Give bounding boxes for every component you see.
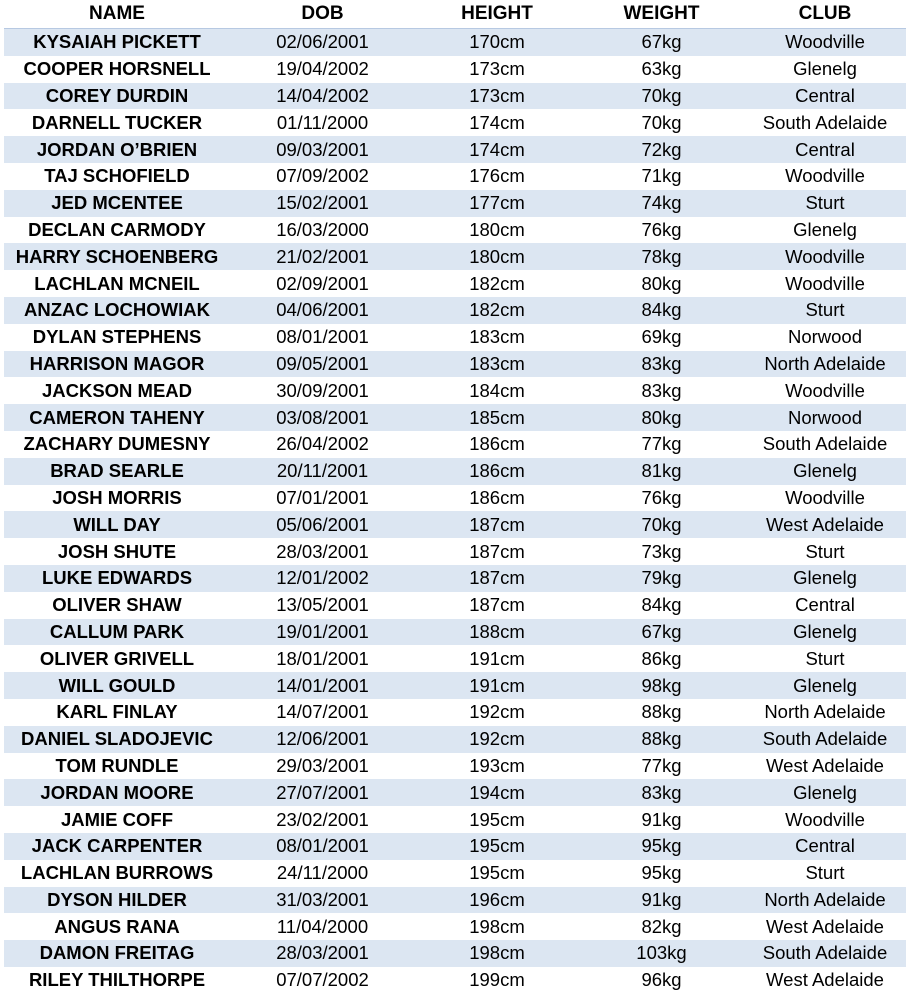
cell-height: 182cm [415, 270, 579, 297]
table-row [4, 270, 906, 297]
cell-name: JACK CARPENTER [4, 833, 230, 860]
table-row [4, 645, 906, 672]
cell-club: Central [744, 833, 906, 860]
cell-name: JOSH MORRIS [4, 485, 230, 512]
cell-dob: 19/04/2002 [230, 56, 415, 83]
cell-weight: 103kg [579, 940, 744, 967]
cell-dob: 28/03/2001 [230, 940, 415, 967]
cell-club: Central [744, 592, 906, 619]
cell-dob: 21/02/2001 [230, 243, 415, 270]
cell-club: Woodville [744, 806, 906, 833]
cell-club: Norwood [744, 324, 906, 351]
cell-weight: 72kg [579, 136, 744, 163]
table-row [4, 458, 906, 485]
cell-weight: 98kg [579, 672, 744, 699]
cell-club: Glenelg [744, 619, 906, 646]
cell-weight: 91kg [579, 806, 744, 833]
cell-height: 182cm [415, 297, 579, 324]
cell-height: 195cm [415, 833, 579, 860]
table-row [4, 163, 906, 190]
cell-name: WILL DAY [4, 511, 230, 538]
cell-club: Norwood [744, 404, 906, 431]
cell-weight: 74kg [579, 190, 744, 217]
table-row [4, 136, 906, 163]
table-row [4, 351, 906, 378]
table-row [4, 243, 906, 270]
cell-club: South Adelaide [744, 431, 906, 458]
table-row [4, 217, 906, 244]
cell-dob: 07/01/2001 [230, 485, 415, 512]
cell-dob: 14/01/2001 [230, 672, 415, 699]
table-row [4, 699, 906, 726]
cell-dob: 08/01/2001 [230, 833, 415, 860]
cell-weight: 88kg [579, 699, 744, 726]
cell-weight: 79kg [579, 565, 744, 592]
cell-name: COOPER HORSNELL [4, 56, 230, 83]
table-row [4, 592, 906, 619]
cell-dob: 08/01/2001 [230, 324, 415, 351]
cell-club: Glenelg [744, 565, 906, 592]
cell-name: COREY DURDIN [4, 83, 230, 110]
table-row [4, 297, 906, 324]
cell-club: Glenelg [744, 672, 906, 699]
cell-weight: 83kg [579, 779, 744, 806]
cell-height: 183cm [415, 351, 579, 378]
table-row [4, 404, 906, 431]
cell-name: RILEY THILTHORPE [4, 967, 230, 994]
cell-club: West Adelaide [744, 913, 906, 940]
cell-weight: 80kg [579, 404, 744, 431]
table-row [4, 726, 906, 753]
table-row [4, 967, 906, 994]
cell-height: 176cm [415, 163, 579, 190]
cell-weight: 84kg [579, 592, 744, 619]
cell-height: 191cm [415, 672, 579, 699]
cell-name: WILL GOULD [4, 672, 230, 699]
cell-weight: 77kg [579, 431, 744, 458]
cell-weight: 81kg [579, 458, 744, 485]
table-body [4, 29, 906, 994]
header-weight: WEIGHT [579, 0, 744, 29]
cell-height: 184cm [415, 377, 579, 404]
table-row [4, 833, 906, 860]
cell-height: 194cm [415, 779, 579, 806]
cell-club: West Adelaide [744, 967, 906, 994]
table-row [4, 56, 906, 83]
cell-weight: 91kg [579, 887, 744, 914]
cell-weight: 70kg [579, 511, 744, 538]
cell-dob: 29/03/2001 [230, 753, 415, 780]
cell-weight: 95kg [579, 860, 744, 887]
table-row [4, 860, 906, 887]
cell-dob: 18/01/2001 [230, 645, 415, 672]
cell-dob: 30/09/2001 [230, 377, 415, 404]
cell-height: 195cm [415, 806, 579, 833]
cell-dob: 27/07/2001 [230, 779, 415, 806]
cell-name: DECLAN CARMODY [4, 217, 230, 244]
cell-name: CALLUM PARK [4, 619, 230, 646]
cell-club: Sturt [744, 190, 906, 217]
cell-dob: 01/11/2000 [230, 109, 415, 136]
cell-weight: 76kg [579, 217, 744, 244]
cell-dob: 31/03/2001 [230, 887, 415, 914]
cell-name: JAMIE COFF [4, 806, 230, 833]
cell-name: DARNELL TUCKER [4, 109, 230, 136]
table-row [4, 29, 906, 56]
cell-height: 185cm [415, 404, 579, 431]
table-row [4, 511, 906, 538]
cell-height: 199cm [415, 967, 579, 994]
cell-height: 170cm [415, 29, 579, 56]
cell-height: 180cm [415, 243, 579, 270]
cell-height: 187cm [415, 511, 579, 538]
player-roster-table [4, 0, 906, 994]
cell-dob: 13/05/2001 [230, 592, 415, 619]
cell-height: 187cm [415, 565, 579, 592]
cell-club: South Adelaide [744, 109, 906, 136]
table-row [4, 806, 906, 833]
header-dob: DOB [230, 0, 415, 29]
table-row [4, 672, 906, 699]
table-row [4, 913, 906, 940]
cell-weight: 83kg [579, 351, 744, 378]
cell-weight: 88kg [579, 726, 744, 753]
cell-club: Woodville [744, 485, 906, 512]
cell-height: 174cm [415, 136, 579, 163]
cell-name: JOSH SHUTE [4, 538, 230, 565]
cell-height: 177cm [415, 190, 579, 217]
cell-height: 186cm [415, 485, 579, 512]
cell-dob: 04/06/2001 [230, 297, 415, 324]
table-row [4, 940, 906, 967]
cell-height: 192cm [415, 726, 579, 753]
cell-dob: 02/06/2001 [230, 29, 415, 56]
cell-club: Sturt [744, 860, 906, 887]
cell-weight: 78kg [579, 243, 744, 270]
cell-name: JORDAN O’BRIEN [4, 136, 230, 163]
cell-dob: 07/07/2002 [230, 967, 415, 994]
cell-weight: 69kg [579, 324, 744, 351]
table-row [4, 83, 906, 110]
cell-club: Woodville [744, 243, 906, 270]
cell-weight: 82kg [579, 913, 744, 940]
table-row [4, 887, 906, 914]
cell-weight: 70kg [579, 109, 744, 136]
cell-weight: 70kg [579, 83, 744, 110]
cell-club: Woodville [744, 163, 906, 190]
cell-height: 186cm [415, 431, 579, 458]
cell-dob: 11/04/2000 [230, 913, 415, 940]
cell-height: 187cm [415, 538, 579, 565]
cell-club: North Adelaide [744, 887, 906, 914]
cell-height: 198cm [415, 913, 579, 940]
cell-dob: 07/09/2002 [230, 163, 415, 190]
cell-club: South Adelaide [744, 726, 906, 753]
cell-name: ANGUS RANA [4, 913, 230, 940]
cell-height: 196cm [415, 887, 579, 914]
cell-club: Glenelg [744, 458, 906, 485]
table-row [4, 565, 906, 592]
cell-name: HARRY SCHOENBERG [4, 243, 230, 270]
cell-height: 186cm [415, 458, 579, 485]
cell-club: Glenelg [744, 779, 906, 806]
cell-height: 195cm [415, 860, 579, 887]
cell-club: Sturt [744, 645, 906, 672]
cell-club: South Adelaide [744, 940, 906, 967]
cell-weight: 84kg [579, 297, 744, 324]
cell-club: Woodville [744, 270, 906, 297]
cell-name: DAMON FREITAG [4, 940, 230, 967]
cell-name: DANIEL SLADOJEVIC [4, 726, 230, 753]
cell-club: West Adelaide [744, 511, 906, 538]
cell-name: DYSON HILDER [4, 887, 230, 914]
cell-height: 183cm [415, 324, 579, 351]
cell-name: BRAD SEARLE [4, 458, 230, 485]
table-row [4, 324, 906, 351]
cell-name: ANZAC LOCHOWIAK [4, 297, 230, 324]
cell-dob: 14/07/2001 [230, 699, 415, 726]
cell-club: Sturt [744, 538, 906, 565]
header-club: CLUB [744, 0, 906, 29]
cell-height: 191cm [415, 645, 579, 672]
cell-height: 193cm [415, 753, 579, 780]
table-row [4, 538, 906, 565]
cell-height: 192cm [415, 699, 579, 726]
cell-dob: 28/03/2001 [230, 538, 415, 565]
cell-dob: 16/03/2000 [230, 217, 415, 244]
cell-weight: 67kg [579, 29, 744, 56]
cell-club: West Adelaide [744, 753, 906, 780]
cell-weight: 71kg [579, 163, 744, 190]
header-row [4, 0, 906, 29]
cell-club: Central [744, 136, 906, 163]
cell-name: KARL FINLAY [4, 699, 230, 726]
table-row [4, 377, 906, 404]
cell-height: 180cm [415, 217, 579, 244]
cell-dob: 14/04/2002 [230, 83, 415, 110]
cell-height: 188cm [415, 619, 579, 646]
cell-name: OLIVER GRIVELL [4, 645, 230, 672]
cell-name: JACKSON MEAD [4, 377, 230, 404]
cell-club: North Adelaide [744, 699, 906, 726]
cell-name: LACHLAN BURROWS [4, 860, 230, 887]
cell-dob: 23/02/2001 [230, 806, 415, 833]
cell-weight: 96kg [579, 967, 744, 994]
cell-name: JORDAN MOORE [4, 779, 230, 806]
header-name: NAME [4, 0, 230, 29]
cell-name: OLIVER SHAW [4, 592, 230, 619]
cell-height: 174cm [415, 109, 579, 136]
cell-dob: 19/01/2001 [230, 619, 415, 646]
table-header [4, 0, 906, 29]
cell-dob: 20/11/2001 [230, 458, 415, 485]
cell-weight: 67kg [579, 619, 744, 646]
cell-name: HARRISON MAGOR [4, 351, 230, 378]
cell-weight: 80kg [579, 270, 744, 297]
table-row [4, 109, 906, 136]
table-row [4, 485, 906, 512]
cell-dob: 12/06/2001 [230, 726, 415, 753]
cell-dob: 02/09/2001 [230, 270, 415, 297]
header-height: HEIGHT [415, 0, 579, 29]
cell-height: 187cm [415, 592, 579, 619]
cell-weight: 76kg [579, 485, 744, 512]
cell-name: DYLAN STEPHENS [4, 324, 230, 351]
cell-name: TAJ SCHOFIELD [4, 163, 230, 190]
cell-dob: 24/11/2000 [230, 860, 415, 887]
cell-weight: 73kg [579, 538, 744, 565]
cell-club: North Adelaide [744, 351, 906, 378]
cell-name: TOM RUNDLE [4, 753, 230, 780]
cell-height: 173cm [415, 83, 579, 110]
cell-dob: 12/01/2002 [230, 565, 415, 592]
cell-name: ZACHARY DUMESNY [4, 431, 230, 458]
table-row [4, 431, 906, 458]
cell-name: LACHLAN MCNEIL [4, 270, 230, 297]
cell-height: 173cm [415, 56, 579, 83]
table-row [4, 753, 906, 780]
cell-height: 198cm [415, 940, 579, 967]
cell-weight: 83kg [579, 377, 744, 404]
cell-club: Glenelg [744, 217, 906, 244]
cell-weight: 95kg [579, 833, 744, 860]
cell-dob: 03/08/2001 [230, 404, 415, 431]
cell-name: KYSAIAH PICKETT [4, 29, 230, 56]
cell-weight: 77kg [579, 753, 744, 780]
cell-weight: 63kg [579, 56, 744, 83]
cell-club: Glenelg [744, 56, 906, 83]
cell-weight: 86kg [579, 645, 744, 672]
table-row [4, 619, 906, 646]
cell-club: Woodville [744, 377, 906, 404]
table-row [4, 779, 906, 806]
cell-name: LUKE EDWARDS [4, 565, 230, 592]
cell-dob: 15/02/2001 [230, 190, 415, 217]
cell-club: Sturt [744, 297, 906, 324]
cell-name: CAMERON TAHENY [4, 404, 230, 431]
cell-name: JED MCENTEE [4, 190, 230, 217]
cell-dob: 09/03/2001 [230, 136, 415, 163]
cell-club: Central [744, 83, 906, 110]
cell-dob: 09/05/2001 [230, 351, 415, 378]
cell-club: Woodville [744, 29, 906, 56]
cell-dob: 05/06/2001 [230, 511, 415, 538]
table-row [4, 190, 906, 217]
cell-dob: 26/04/2002 [230, 431, 415, 458]
